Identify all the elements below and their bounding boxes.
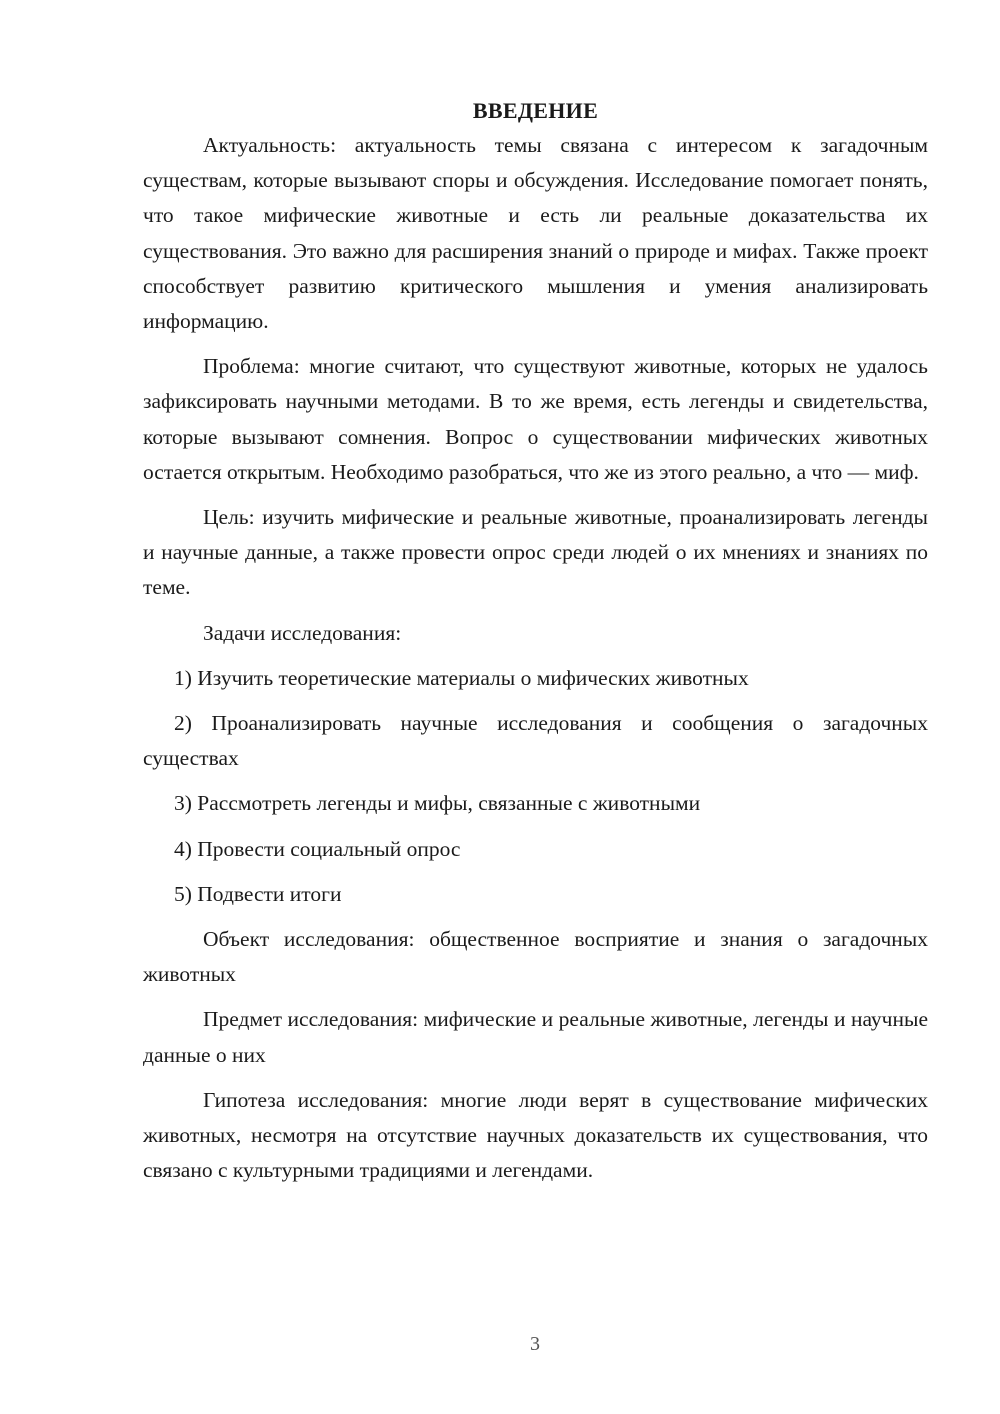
tasks-heading: Задачи исследования:	[203, 620, 402, 645]
task-item-5: 5) Подвести итоги	[174, 881, 342, 906]
task-item-1: 1) Изучить теоретические материалы о мифических животных	[174, 665, 749, 690]
paragraph-hypothesis: Гипотеза исследования: многие люди верят в существование мифических животных, несмотря на отсутствие научных доказательств их существования, что связано с культурными традициями и легендами.	[143, 1087, 928, 1183]
paragraph-problem: Проблема: многие считают, что существуют животные, которых не удалось зафиксировать научными методами. В то же время, есть легенды и свидетельства, которые вызывают сомнения. Вопрос о существовании мифических животных остается открытым. Необходимо разобраться, что же из этого реально, а что — миф.	[143, 354, 928, 484]
task-item-2: 2) Проанализировать научные исследования и сообщения о загадочных существах	[143, 711, 928, 771]
document-page	[143, 96, 928, 1198]
task-item-4: 4) Провести социальный опрос	[174, 836, 461, 861]
section-title: ВВЕДЕНИЕ	[472, 98, 599, 123]
paragraph-relevance: Актуальность: актуальность темы связана с интересом к загадочным существам, которые вызывают споры и обсуждения. Исследование помогает понять, что такое мифические животные и есть ли реальные доказательства их существования. Это важно для расширения знаний о природе и мифах. Также проект способствует развитию критического мышления и умения анализировать информацию.	[143, 133, 928, 334]
paragraph-object: Объект исследования: общественное восприятие и знания о загадочных животных	[143, 927, 928, 987]
paragraph-goal: Цель: изучить мифические и реальные животные, проанализировать легенды и научные данные, а также провести опрос среди людей о их мнениях и знаниях по теме.	[143, 505, 928, 600]
paragraph-subject: Предмет исследования: мифические и реальные животные, легенды и научные данные о них	[143, 1007, 928, 1067]
task-item-3: 3) Рассмотреть легенды и мифы, связанные с животными	[174, 791, 701, 816]
page-number: 3	[530, 1333, 540, 1355]
